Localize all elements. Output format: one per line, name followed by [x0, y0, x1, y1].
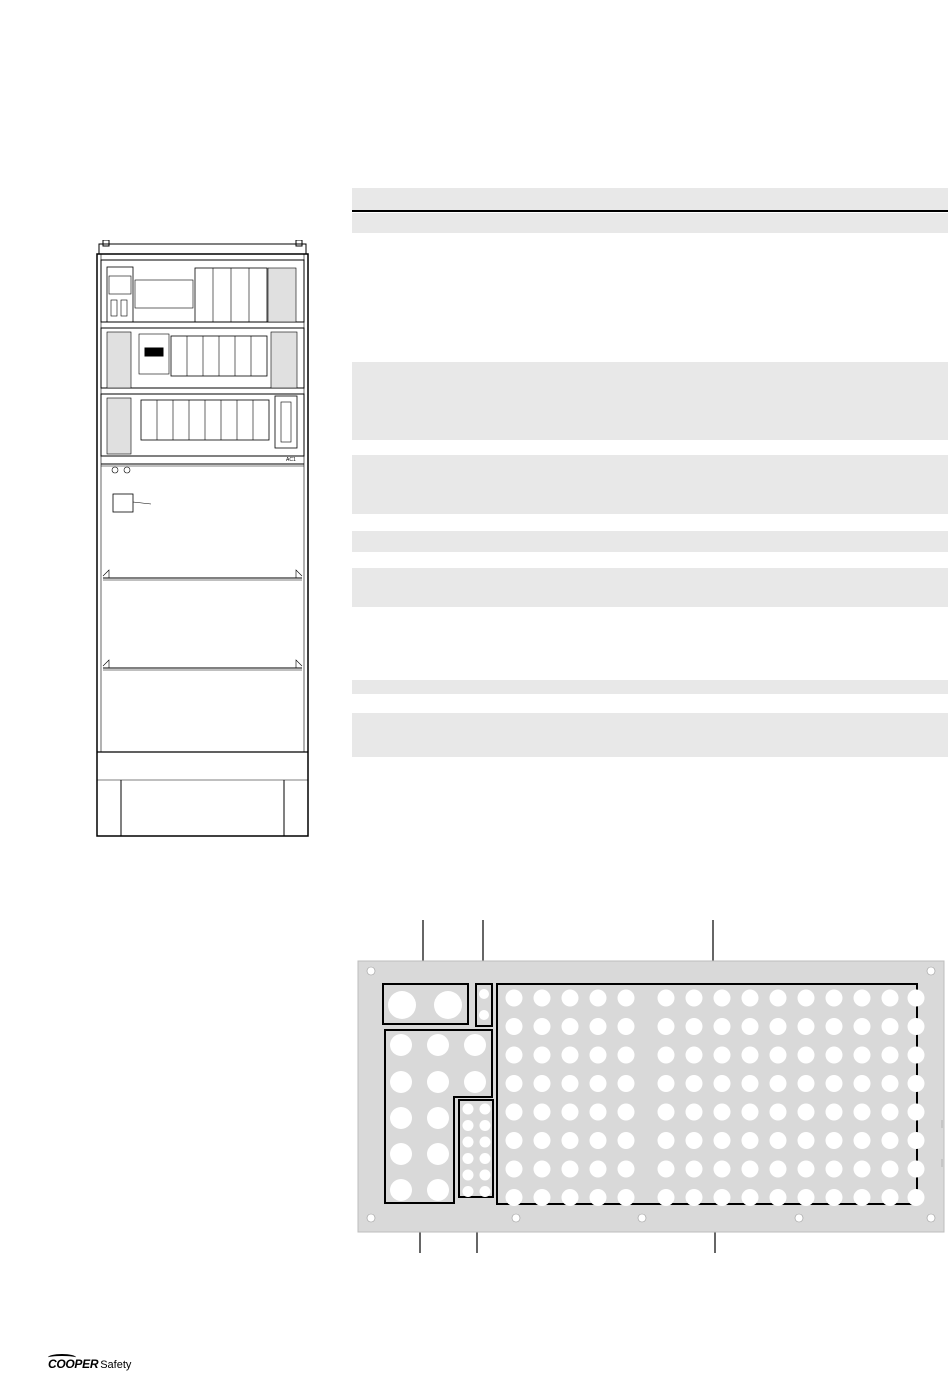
gland-hole	[590, 1104, 607, 1121]
gland-hole-mini	[463, 1137, 474, 1148]
gland-hole	[854, 1189, 871, 1206]
gland-hole	[908, 1075, 925, 1092]
gland-hole	[908, 1189, 925, 1206]
gland-hole	[742, 1161, 759, 1178]
table-row	[352, 213, 948, 233]
cabinet-front-view-drawing	[95, 240, 310, 838]
gland-hole	[854, 1132, 871, 1149]
gland-hole	[562, 1189, 579, 1206]
gland-hole	[658, 1132, 675, 1149]
gland-hole	[686, 1132, 703, 1149]
gland-hole	[534, 1104, 551, 1121]
gland-hole	[882, 1161, 899, 1178]
gland-hole	[770, 1047, 787, 1064]
gland-hole	[882, 1018, 899, 1035]
gland-hole-mini	[463, 1186, 474, 1197]
mounting-hole	[367, 967, 375, 975]
gland-hole	[506, 1047, 523, 1064]
gland-hole	[506, 1132, 523, 1149]
gland-hole	[742, 1018, 759, 1035]
gland-hole-mini	[480, 1186, 491, 1197]
gland-hole	[618, 1075, 635, 1092]
mounting-hole	[367, 1214, 375, 1222]
gland-hole	[506, 1189, 523, 1206]
gland-hole	[742, 1075, 759, 1092]
table-row	[352, 568, 948, 607]
gland-hole	[658, 1189, 675, 1206]
logo-sub: Safety	[100, 1359, 132, 1371]
gland-hole	[534, 1018, 551, 1035]
gland-hole	[506, 1104, 523, 1121]
gland-hole	[658, 1047, 675, 1064]
gland-hole	[882, 1132, 899, 1149]
gland-hole	[742, 1132, 759, 1149]
gland-hole	[770, 1075, 787, 1092]
gland-hole-large	[434, 991, 462, 1019]
panel-label: AC1	[286, 457, 296, 463]
gland-hole	[562, 1047, 579, 1064]
gland-hole	[686, 1047, 703, 1064]
gland-hole	[534, 1189, 551, 1206]
gland-hole	[590, 1161, 607, 1178]
gland-hole-mini	[463, 1170, 474, 1181]
gland-hole	[714, 990, 731, 1007]
gland-hole	[658, 1018, 675, 1035]
gland-hole	[686, 1018, 703, 1035]
table-header-rule	[352, 210, 948, 212]
gland-hole	[534, 990, 551, 1007]
gland-hole	[590, 1189, 607, 1206]
gland-hole	[826, 1132, 843, 1149]
gland-hole	[742, 1189, 759, 1206]
gland-hole	[590, 990, 607, 1007]
gland-hole	[770, 1189, 787, 1206]
gland-hole	[658, 1075, 675, 1092]
gland-hole	[686, 1189, 703, 1206]
gland-hole	[908, 990, 925, 1007]
gland-hole	[714, 1132, 731, 1149]
logo-swoosh-icon	[48, 1354, 76, 1361]
gland-hole	[534, 1161, 551, 1178]
gland-hole	[618, 1132, 635, 1149]
gland-hole	[882, 1104, 899, 1121]
gland-hole	[562, 1075, 579, 1092]
gland-hole	[854, 990, 871, 1007]
gland-hole	[770, 1104, 787, 1121]
gland-hole	[714, 1104, 731, 1121]
gland-hole	[742, 1104, 759, 1121]
gland-hole	[770, 1018, 787, 1035]
gland-hole	[562, 990, 579, 1007]
gland-hole	[854, 1018, 871, 1035]
gland-hole	[686, 990, 703, 1007]
gland-hole	[590, 1075, 607, 1092]
gland-hole	[826, 1075, 843, 1092]
gland-hole	[714, 1018, 731, 1035]
mounting-hole	[927, 967, 935, 975]
gland-hole	[770, 990, 787, 1007]
gland-hole	[658, 990, 675, 1007]
gland-hole	[854, 1075, 871, 1092]
gland-hole	[618, 1047, 635, 1064]
gland-hole	[908, 1018, 925, 1035]
gland-hole	[742, 1047, 759, 1064]
gland-hole	[798, 990, 815, 1007]
gland-hole	[826, 990, 843, 1007]
table-header-row	[352, 188, 948, 210]
gland-hole-mini	[480, 1153, 491, 1164]
table-row	[352, 680, 948, 694]
gland-hole	[506, 990, 523, 1007]
gland-hole	[618, 990, 635, 1007]
gland-hole	[854, 1161, 871, 1178]
mounting-hole	[512, 1214, 520, 1222]
gland-hole-mini	[480, 1170, 491, 1181]
gland-hole	[798, 1161, 815, 1178]
gland-hole	[562, 1104, 579, 1121]
gland-hole	[618, 1104, 635, 1121]
gland-hole	[798, 1189, 815, 1206]
gland-hole	[534, 1132, 551, 1149]
gland-hole	[714, 1161, 731, 1178]
gland-hole	[826, 1018, 843, 1035]
gland-hole	[590, 1018, 607, 1035]
gland-hole-mini	[463, 1120, 474, 1131]
gland-hole	[618, 1161, 635, 1178]
gland-hole	[826, 1161, 843, 1178]
gland-hole	[908, 1104, 925, 1121]
gland-hole	[908, 1161, 925, 1178]
gland-hole	[826, 1189, 843, 1206]
gland-hole	[506, 1075, 523, 1092]
gland-hole	[798, 1018, 815, 1035]
gland-hole	[658, 1104, 675, 1121]
gland-hole-mini	[480, 1104, 491, 1115]
gland-hole	[686, 1161, 703, 1178]
gland-hole	[534, 1075, 551, 1092]
gland-hole	[686, 1075, 703, 1092]
mounting-hole	[638, 1214, 646, 1222]
gland-hole-small	[479, 1010, 489, 1020]
gland-hole	[882, 990, 899, 1007]
table-row	[352, 531, 948, 552]
gland-hole	[590, 1132, 607, 1149]
gland-hole-mini	[480, 1137, 491, 1148]
gland-hole	[798, 1104, 815, 1121]
gland-hole	[742, 990, 759, 1007]
gland-hole	[618, 1018, 635, 1035]
table-row	[352, 362, 948, 440]
gland-hole	[882, 1189, 899, 1206]
gland-hole	[854, 1104, 871, 1121]
table-row	[352, 455, 948, 514]
gland-hole	[562, 1018, 579, 1035]
gland-hole	[686, 1104, 703, 1121]
table-row	[352, 713, 948, 757]
gland-hole	[590, 1047, 607, 1064]
gland-hole	[908, 1047, 925, 1064]
gland-hole	[562, 1132, 579, 1149]
gland-hole	[854, 1047, 871, 1064]
mounting-hole	[927, 1214, 935, 1222]
gland-hole	[826, 1104, 843, 1121]
gland-hole	[770, 1132, 787, 1149]
gland-hole	[562, 1161, 579, 1178]
gland-hole	[714, 1189, 731, 1206]
gland-hole	[798, 1047, 815, 1064]
mounting-hole	[795, 1214, 803, 1222]
gland-hole	[506, 1018, 523, 1035]
gland-hole-mini	[480, 1120, 491, 1131]
gland-hole	[658, 1161, 675, 1178]
gland-hole-mini	[463, 1153, 474, 1164]
gland-hole	[908, 1132, 925, 1149]
logo-word: COOPER	[48, 1357, 99, 1371]
gland-hole	[826, 1047, 843, 1064]
gland-hole-mini	[463, 1104, 474, 1115]
gland-hole	[882, 1047, 899, 1064]
gland-hole	[882, 1075, 899, 1092]
gland-hole	[798, 1075, 815, 1092]
gland-hole	[506, 1161, 523, 1178]
gland-hole	[714, 1075, 731, 1092]
gland-hole	[534, 1047, 551, 1064]
gland-hole-small	[479, 989, 489, 999]
gland-hole	[798, 1132, 815, 1149]
gland-plate-drawing	[350, 915, 950, 1260]
gland-hole	[770, 1161, 787, 1178]
gland-hole-large	[388, 991, 416, 1019]
gland-hole	[714, 1047, 731, 1064]
gland-hole	[618, 1189, 635, 1206]
cooper-safety-logo	[48, 1357, 131, 1375]
